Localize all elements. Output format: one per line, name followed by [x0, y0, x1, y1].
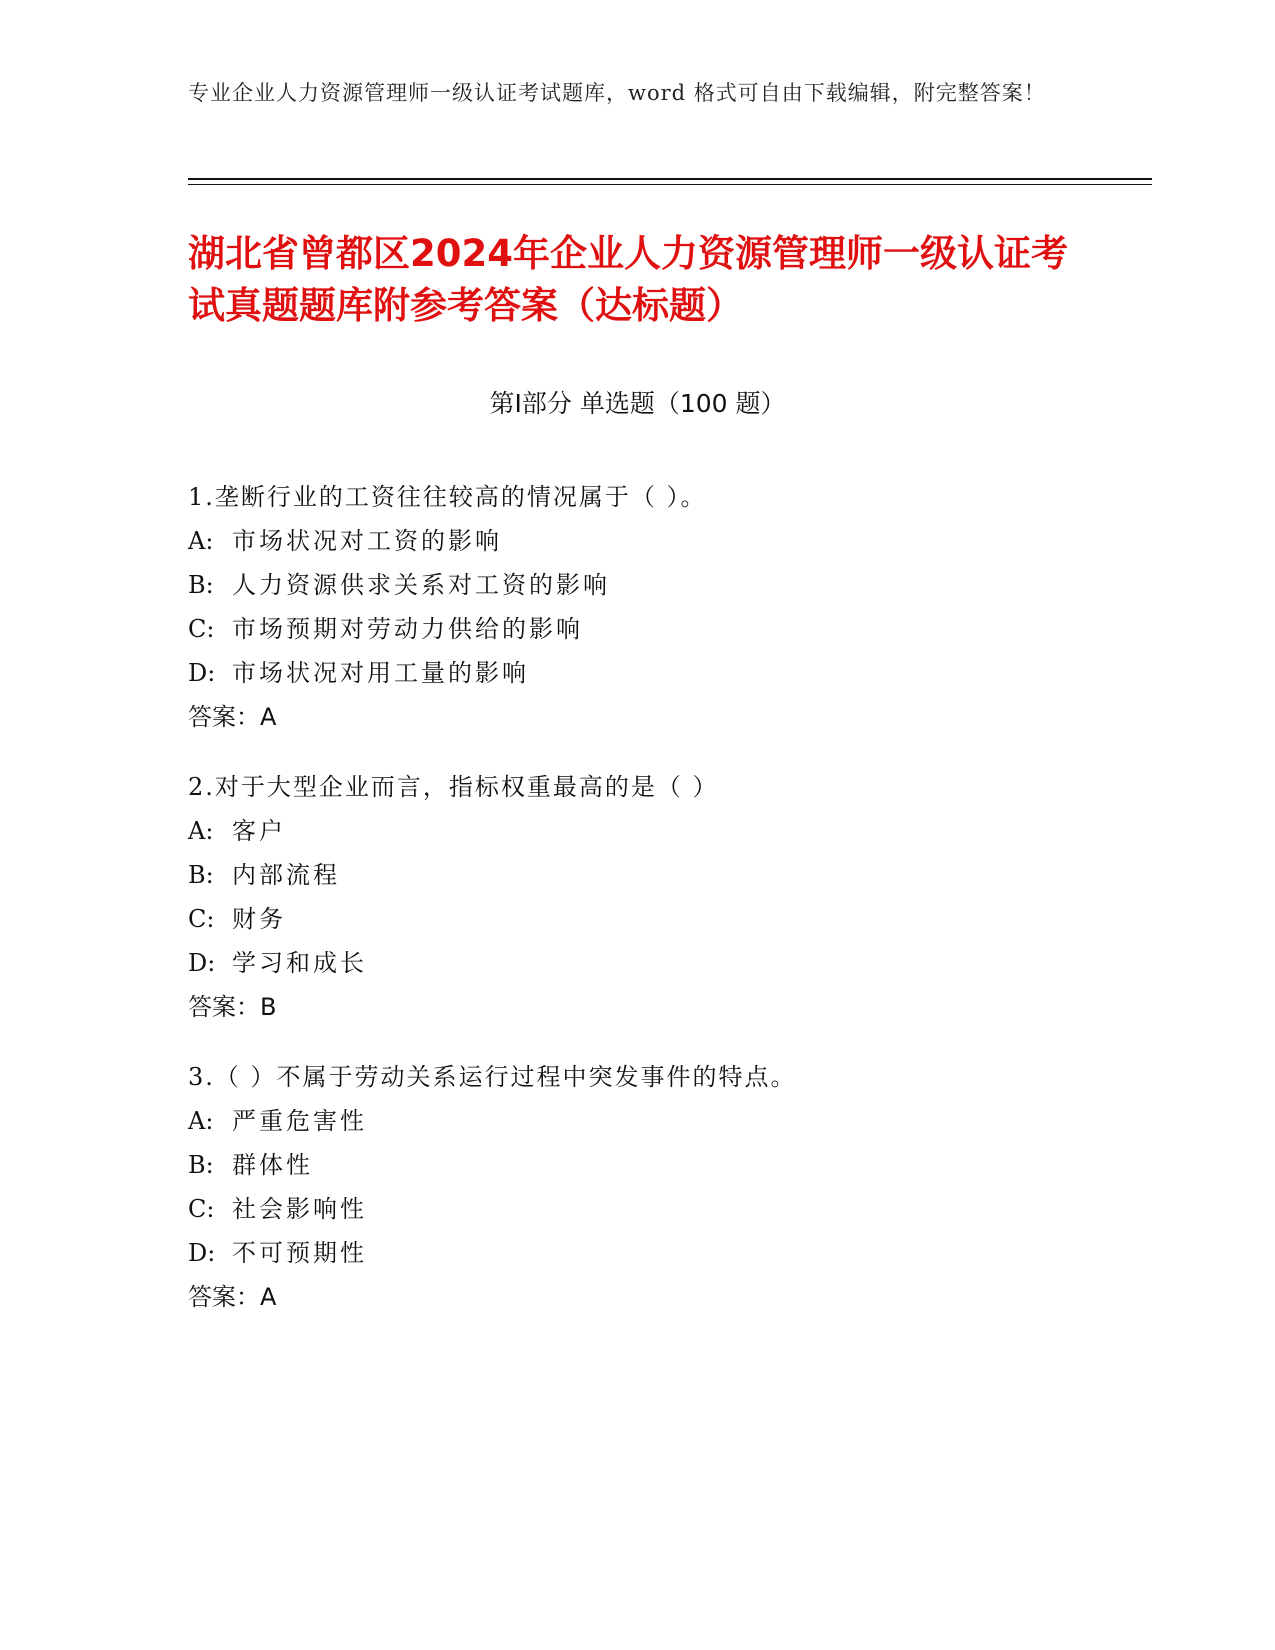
header-divider-thick: [188, 178, 1152, 180]
option-b: [188, 563, 1088, 607]
answer-label: 答案：: [188, 993, 260, 1021]
answer-line: [188, 1275, 1088, 1319]
question-3: [188, 1055, 1088, 1319]
option-d: [188, 1231, 1088, 1275]
option-letter: B:: [188, 571, 214, 599]
answer-value: B: [260, 993, 277, 1021]
option-text: 学习和成长: [232, 949, 367, 977]
option-text: 市场预期对劳动力供给的影响: [232, 615, 583, 643]
option-a: [188, 519, 1088, 563]
option-text: 人力资源供求关系对工资的影响: [232, 571, 610, 599]
option-letter: C:: [188, 1195, 215, 1223]
section-heading: 第Ⅰ部分 单选题（100 题）: [489, 389, 786, 418]
option-text: 内部流程: [232, 861, 340, 889]
option-a: [188, 809, 1088, 853]
answer-label: 答案：: [188, 703, 260, 731]
option-a: [188, 1099, 1088, 1143]
question-stem: 1.垄断行业的工资往往较高的情况属于（ ）。: [188, 483, 707, 511]
answer-label: 答案：: [188, 1283, 260, 1311]
option-text: 客户: [232, 817, 286, 845]
option-letter: B:: [188, 861, 214, 889]
option-c: [188, 897, 1088, 941]
answer-value: A: [260, 1283, 277, 1311]
option-letter: A:: [188, 527, 214, 555]
question-1: [188, 475, 1088, 739]
question-stem: 2.对于大型企业而言，指标权重最高的是（ ）: [188, 773, 719, 801]
option-letter: D:: [188, 1239, 216, 1267]
option-letter: D:: [188, 659, 216, 687]
answer-line: [188, 695, 1088, 739]
question-list: [188, 475, 1088, 1345]
question-stem: 3.（ ）不属于劳动关系运行过程中突发事件的特点。: [188, 1063, 797, 1091]
option-b: [188, 853, 1088, 897]
option-text: 群体性: [232, 1151, 313, 1179]
option-letter: D:: [188, 949, 216, 977]
option-text: 财务: [232, 905, 286, 933]
answer-line: [188, 985, 1088, 1029]
option-c: [188, 1187, 1088, 1231]
question-2: [188, 765, 1088, 1029]
document-title: 湖北省曾都区2024年企业人力资源管理师一级认证考试真题题库附参考答案（达标题）: [188, 232, 1068, 327]
option-d: [188, 651, 1088, 695]
header-divider-thin: [188, 184, 1152, 185]
option-letter: B:: [188, 1151, 214, 1179]
header-note: 专业企业人力资源管理师一级认证考试题库，word 格式可自由下载编辑，附完整答案！: [188, 81, 1046, 105]
option-text: 市场状况对用工量的影响: [232, 659, 529, 687]
option-text: 市场状况对工资的影响: [232, 527, 502, 555]
option-text: 社会影响性: [232, 1195, 367, 1223]
option-letter: C:: [188, 905, 215, 933]
option-d: [188, 941, 1088, 985]
option-letter: A:: [188, 817, 214, 845]
option-text: 严重危害性: [232, 1107, 367, 1135]
option-letter: C:: [188, 615, 215, 643]
answer-value: A: [260, 703, 277, 731]
option-c: [188, 607, 1088, 651]
option-b: [188, 1143, 1088, 1187]
option-text: 不可预期性: [232, 1239, 367, 1267]
option-letter: A:: [188, 1107, 214, 1135]
